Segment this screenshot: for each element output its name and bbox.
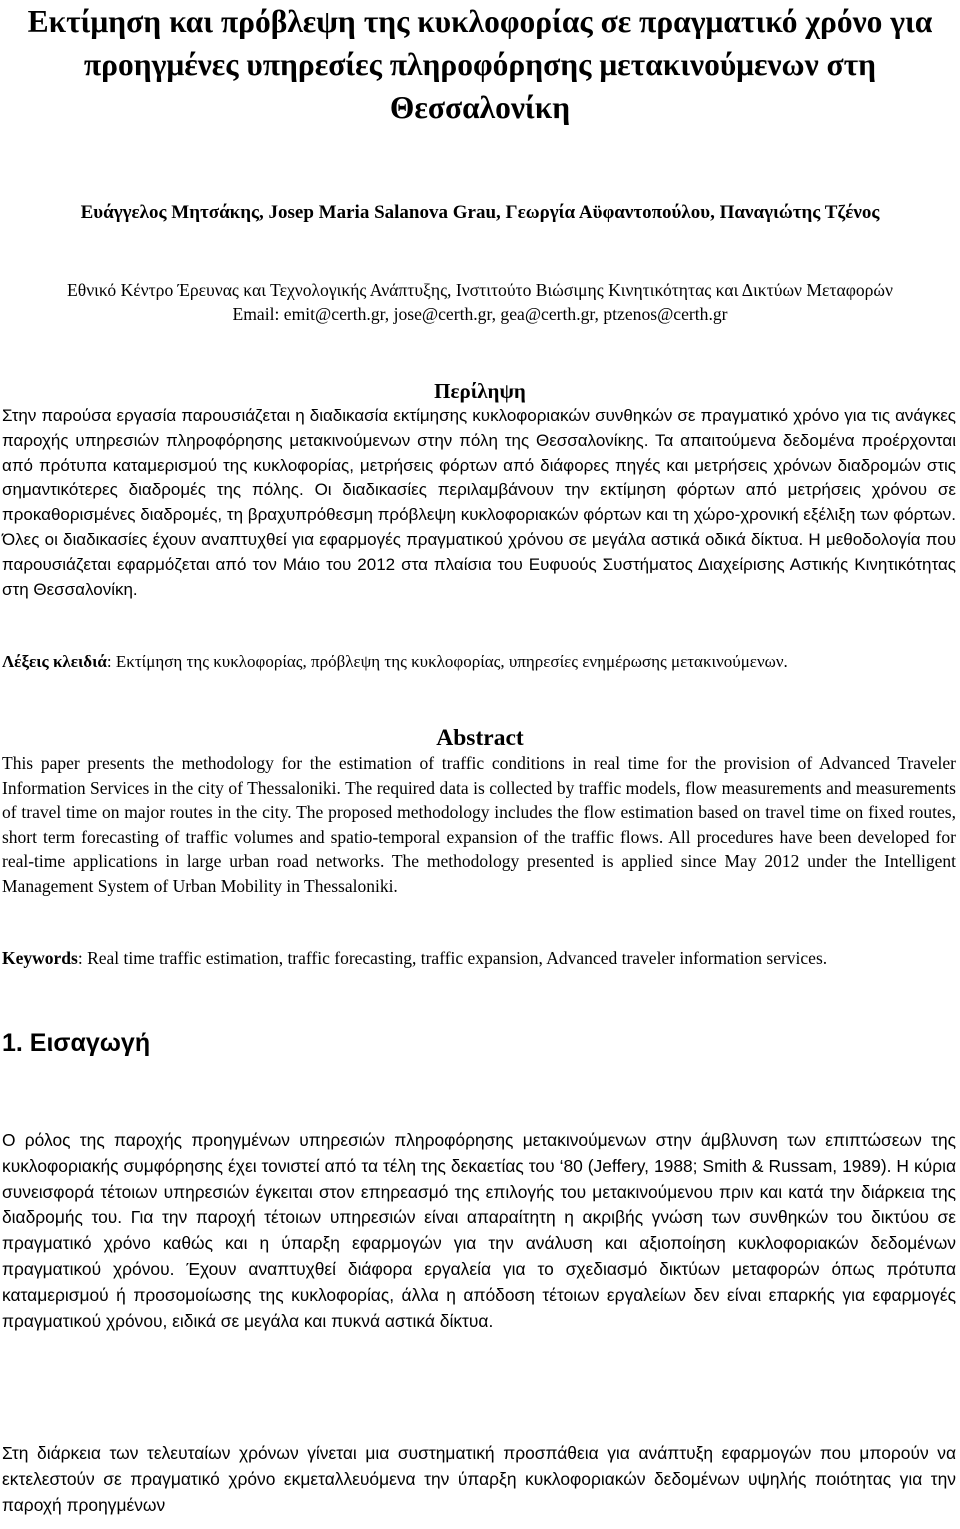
greek-keywords [2, 649, 956, 674]
paper-title: Εκτίμηση και πρόβλεψη της κυκλοφορίας σε πραγματικό χρόνο για προηγμένες υπηρεσίες πληροφόρησης μετακινούμενων στη Θεσσαλονίκη [27, 4, 933, 125]
greek-keywords-list: : Εκτίμηση της κυκλοφορίας, πρόβλεψη της κυκλοφορίας, υπηρεσίες ενημέρωσης μετακινούμενων. [106, 652, 788, 671]
english-abstract-text: This paper presents the methodology for the estimation of traffic conditions in real time for the provision of Advanced Traveler Information Services in the city of Thessaloniki. The required data is collected by traffic models, flow measurements and measurements of travel time on major routes in the city. The proposed methodology includes the flow estimation based on travel time on fixed routes, short term forecasting of traffic volumes and spatio-temporal expansion of the traffic flows. All procedures have been developed for real-time applications in large urban road networks. The methodology presented is applied since May 2012 under the Intelligent Management System of Urban Mobility in Thessaloniki. [2, 753, 956, 896]
english-keywords-label: Keywords [2, 948, 78, 968]
affiliation-block [20, 278, 940, 326]
english-abstract-heading: Abstract [436, 725, 524, 751]
author-list: Ευάγγελος Μητσάκης, Josep Maria Salanova Grau, Γεωργία Αϋφαντοπούλου, Παναγιώτης Τζένος [80, 202, 880, 223]
affiliation: Εθνικό Κέντρο Έρευνας και Τεχνολογικής Ανάπτυξης, Ινστιτούτο Βιώσιμης Κινητικότητας και Δικτύων Μεταφορών [67, 280, 893, 300]
body-paragraph-1: Ο ρόλος της παροχής προηγμένων υπηρεσιών πληροφόρησης μετακινούμενων στην άμβλυνση των επιπτώσεων της κυκλοφοριακής συμφόρησης έχει τονιστεί από τα τέλη της δεκαετίας του ‘80 (Jeffery, 1988; Smith & Russam, 1989). Η κύρια συνεισφορά τέτοιων υπηρεσιών έγκειται στον επηρεασμό της επιλογής του μετακινούμενου πριν και κατά την διάρκεια της διαδρομής του. Για την παροχή τέτοιων υπηρεσιών είναι απαραίτητη η ακριβής γνώση των συνθηκών του δικτύου σε πραγματικό χρόνο καθώς και η ύπαρξη εφαρμογών για την ανάλυση και αξιοποίηση κυκλοφοριακών δεδομένων πραγματικού χρόνου. Έχουν αναπτυχθεί διάφορα εργαλεία για το σχεδιασμό δικτύων μεταφορών όπως πρότυπα καταμερισμού ή προσομοίωσης της κυκλοφορίας, άλλα η απόδοση τέτοιων εργαλείων δεν είναι επαρκής για εφαρμογές πραγματικού χρόνου, ειδικά σε μεγάλα και πυκνά αστικά δίκτυα. [2, 1130, 956, 1331]
email-line: Email: emit@certh.gr, jose@certh.gr, gea@certh.gr, ptzenos@certh.gr [232, 304, 728, 324]
english-keywords-list: : Real time traffic estimation, traffic forecasting, traffic expansion, Advanced traveler information services. [77, 948, 828, 968]
greek-abstract-text: Στην παρούσα εργασία παρουσιάζεται η διαδικασία εκτίμησης κυκλοφοριακών συνθηκών σε πραγματικό χρόνο για τις ανάγκες παροχής υπηρεσιών πληροφόρησης μετακινούμενων στην πόλη της Θεσσαλονίκης. Τα απαιτούμενα δεδομένα προέρχονται από πρότυπα καταμερισμού της κυκλοφορίας, μετρήσεις φόρτων από διάφορες πηγές και μετρήσεις χρόνων διαδρομών στις σημαντικότερες διαδρομές της πόλης. Οι διαδικασίες περιλαμβάνουν την εκτίμηση φόρτων από μετρήσεις χρόνου σε προκαθορισμένες διαδρομές, τη βραχυπρόθεσμη πρόβλεψη κυκλοφοριακών φόρτων και τη χώρο-χρονική εξέλιξη των φόρτων. Όλες οι διαδικασίες έχουν αναπτυχθεί για εφαρμογές πραγματικού χρόνου σε μεγάλα αστικά οδικά δίκτυα. Η μεθοδολογία που παρουσιάζεται εφαρμόζεται από τον Μάιο του 2012 στα πλαίσια του Ευφυούς Συστήματος Διαχείρισης Αστικής Κινητικότητας στη Θεσσαλονίκη. [2, 406, 956, 599]
section-heading: 1. Εισαγωγή [2, 1029, 151, 1057]
greek-keywords-label: Λέξεις κλειδιά [2, 652, 107, 671]
english-keywords [2, 946, 956, 971]
greek-abstract-heading: Περίληψη [434, 379, 526, 403]
body-paragraph-2: Στη διάρκεια των τελευταίων χρόνων γίνεται μια συστηματική προσπάθεια για ανάπτυξη εφαρμογών που μπορούν να εκτελεστούν σε πραγματικό χρόνο εκμεταλλευόμενα την ύπαρξη κυκλοφοριακών δεδομένων υψηλής ποιότητας για την παροχή προηγμένων [2, 1443, 956, 1515]
